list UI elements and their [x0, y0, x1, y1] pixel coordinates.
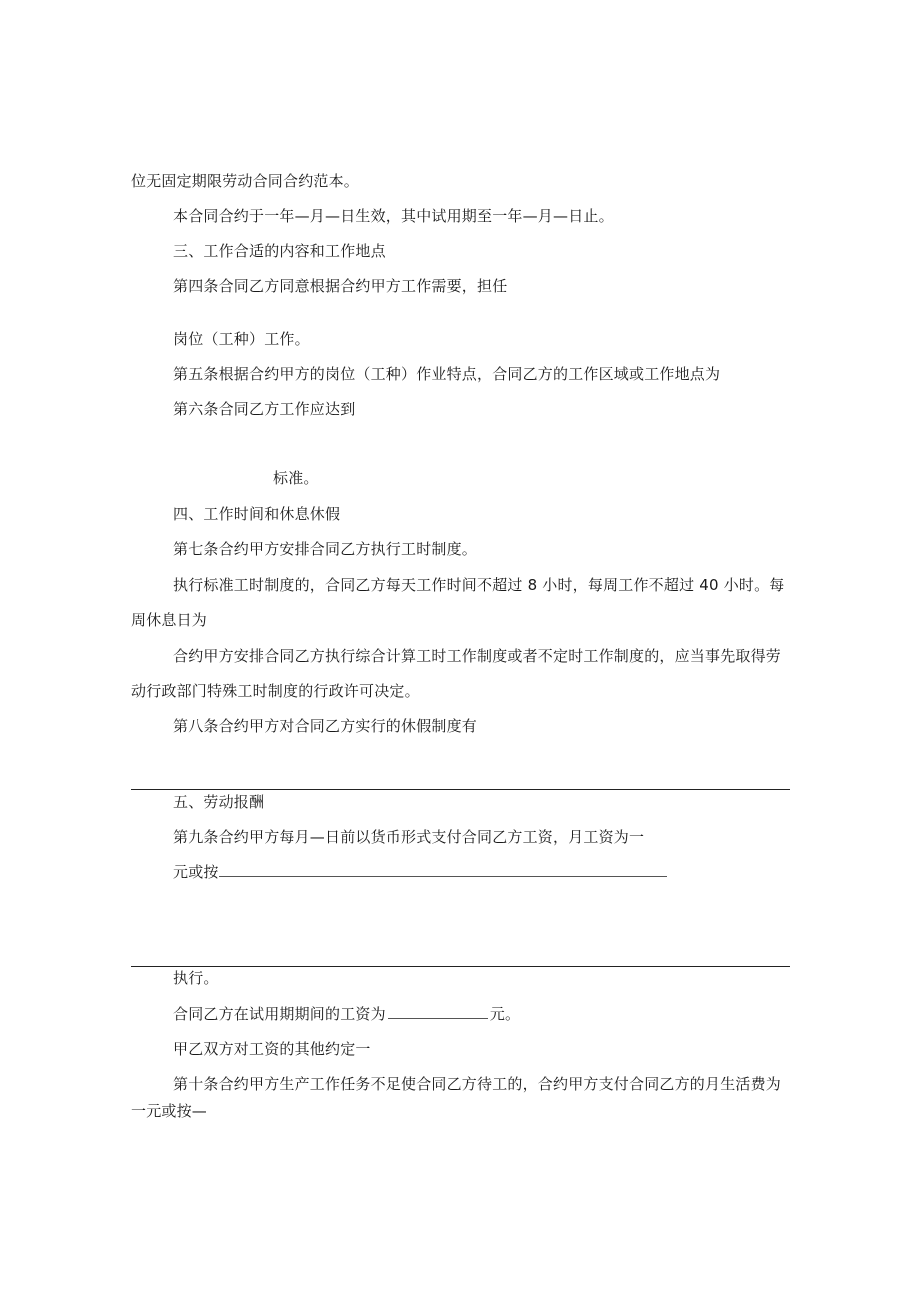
fill-in-blank	[388, 1005, 488, 1019]
divider-line	[131, 789, 790, 790]
paragraph-standard-hours-line2: 周休息日为	[131, 611, 208, 629]
section-heading-5: 五、劳动报酬	[173, 793, 265, 811]
fill-in-blank	[219, 863, 667, 877]
paragraph-flexible-hours-line1: 合约甲方安排合同乙方执行综合计算工时工作制度或者不定时工作制度的，应当事先取得劳	[173, 647, 782, 665]
paragraph-salary-method	[173, 862, 667, 882]
section-heading-3: 三、工作合适的内容和工作地点	[173, 242, 386, 260]
article-9: 第九条合约甲方每月—日前以货币形式支付合同乙方工资，月工资为一	[173, 828, 645, 846]
article-5: 第五条根据合约甲方的岗位（工种）作业特点，合同乙方的工作区域或工作地点为	[173, 365, 721, 383]
paragraph-other-salary-agreement: 甲乙双方对工资的其他约定一	[173, 1040, 371, 1058]
article-8: 第八条合约甲方对合同乙方实行的休假制度有	[173, 717, 478, 735]
paragraph-contract-title: 位无固定期限劳动合同合约范本。	[131, 172, 360, 190]
section-heading-4: 四、工作时间和休息休假	[173, 505, 341, 523]
salary-method-text: 元或按	[173, 863, 219, 881]
probation-salary-unit: 元。	[489, 1005, 521, 1023]
article-4: 第四条合同乙方同意根据合约甲方工作需要，担任	[173, 277, 508, 295]
article-10-line2: 一元或按—	[131, 1102, 208, 1120]
paragraph-effective-date: 本合同合约于一年—月—日生效，其中试用期至一年—月—日止。	[173, 207, 614, 225]
article-7: 第七条合约甲方安排合同乙方执行工时制度。	[173, 540, 478, 558]
probation-salary-text: 合同乙方在试用期期间的工资为	[173, 1005, 386, 1023]
paragraph-position: 岗位（工种）工作。	[173, 330, 310, 348]
paragraph-flexible-hours-line2: 动行政部门特殊工时制度的行政许可决定。	[131, 682, 420, 700]
paragraph-execute: 执行。	[173, 969, 219, 987]
paragraph-standard-hours-line1: 执行标准工时制度的，合同乙方每天工作时间不超过 8 小时，每周工作不超过 40 小时。每	[173, 576, 785, 594]
paragraph-probation-salary	[173, 1004, 520, 1024]
divider-line	[131, 966, 790, 967]
article-6: 第六条合同乙方工作应达到	[173, 400, 356, 418]
paragraph-standard: 标准。	[273, 469, 319, 487]
article-10-line1: 第十条合约甲方生产工作任务不足使合同乙方待工的，合约甲方支付合同乙方的月生活费为	[173, 1075, 782, 1093]
